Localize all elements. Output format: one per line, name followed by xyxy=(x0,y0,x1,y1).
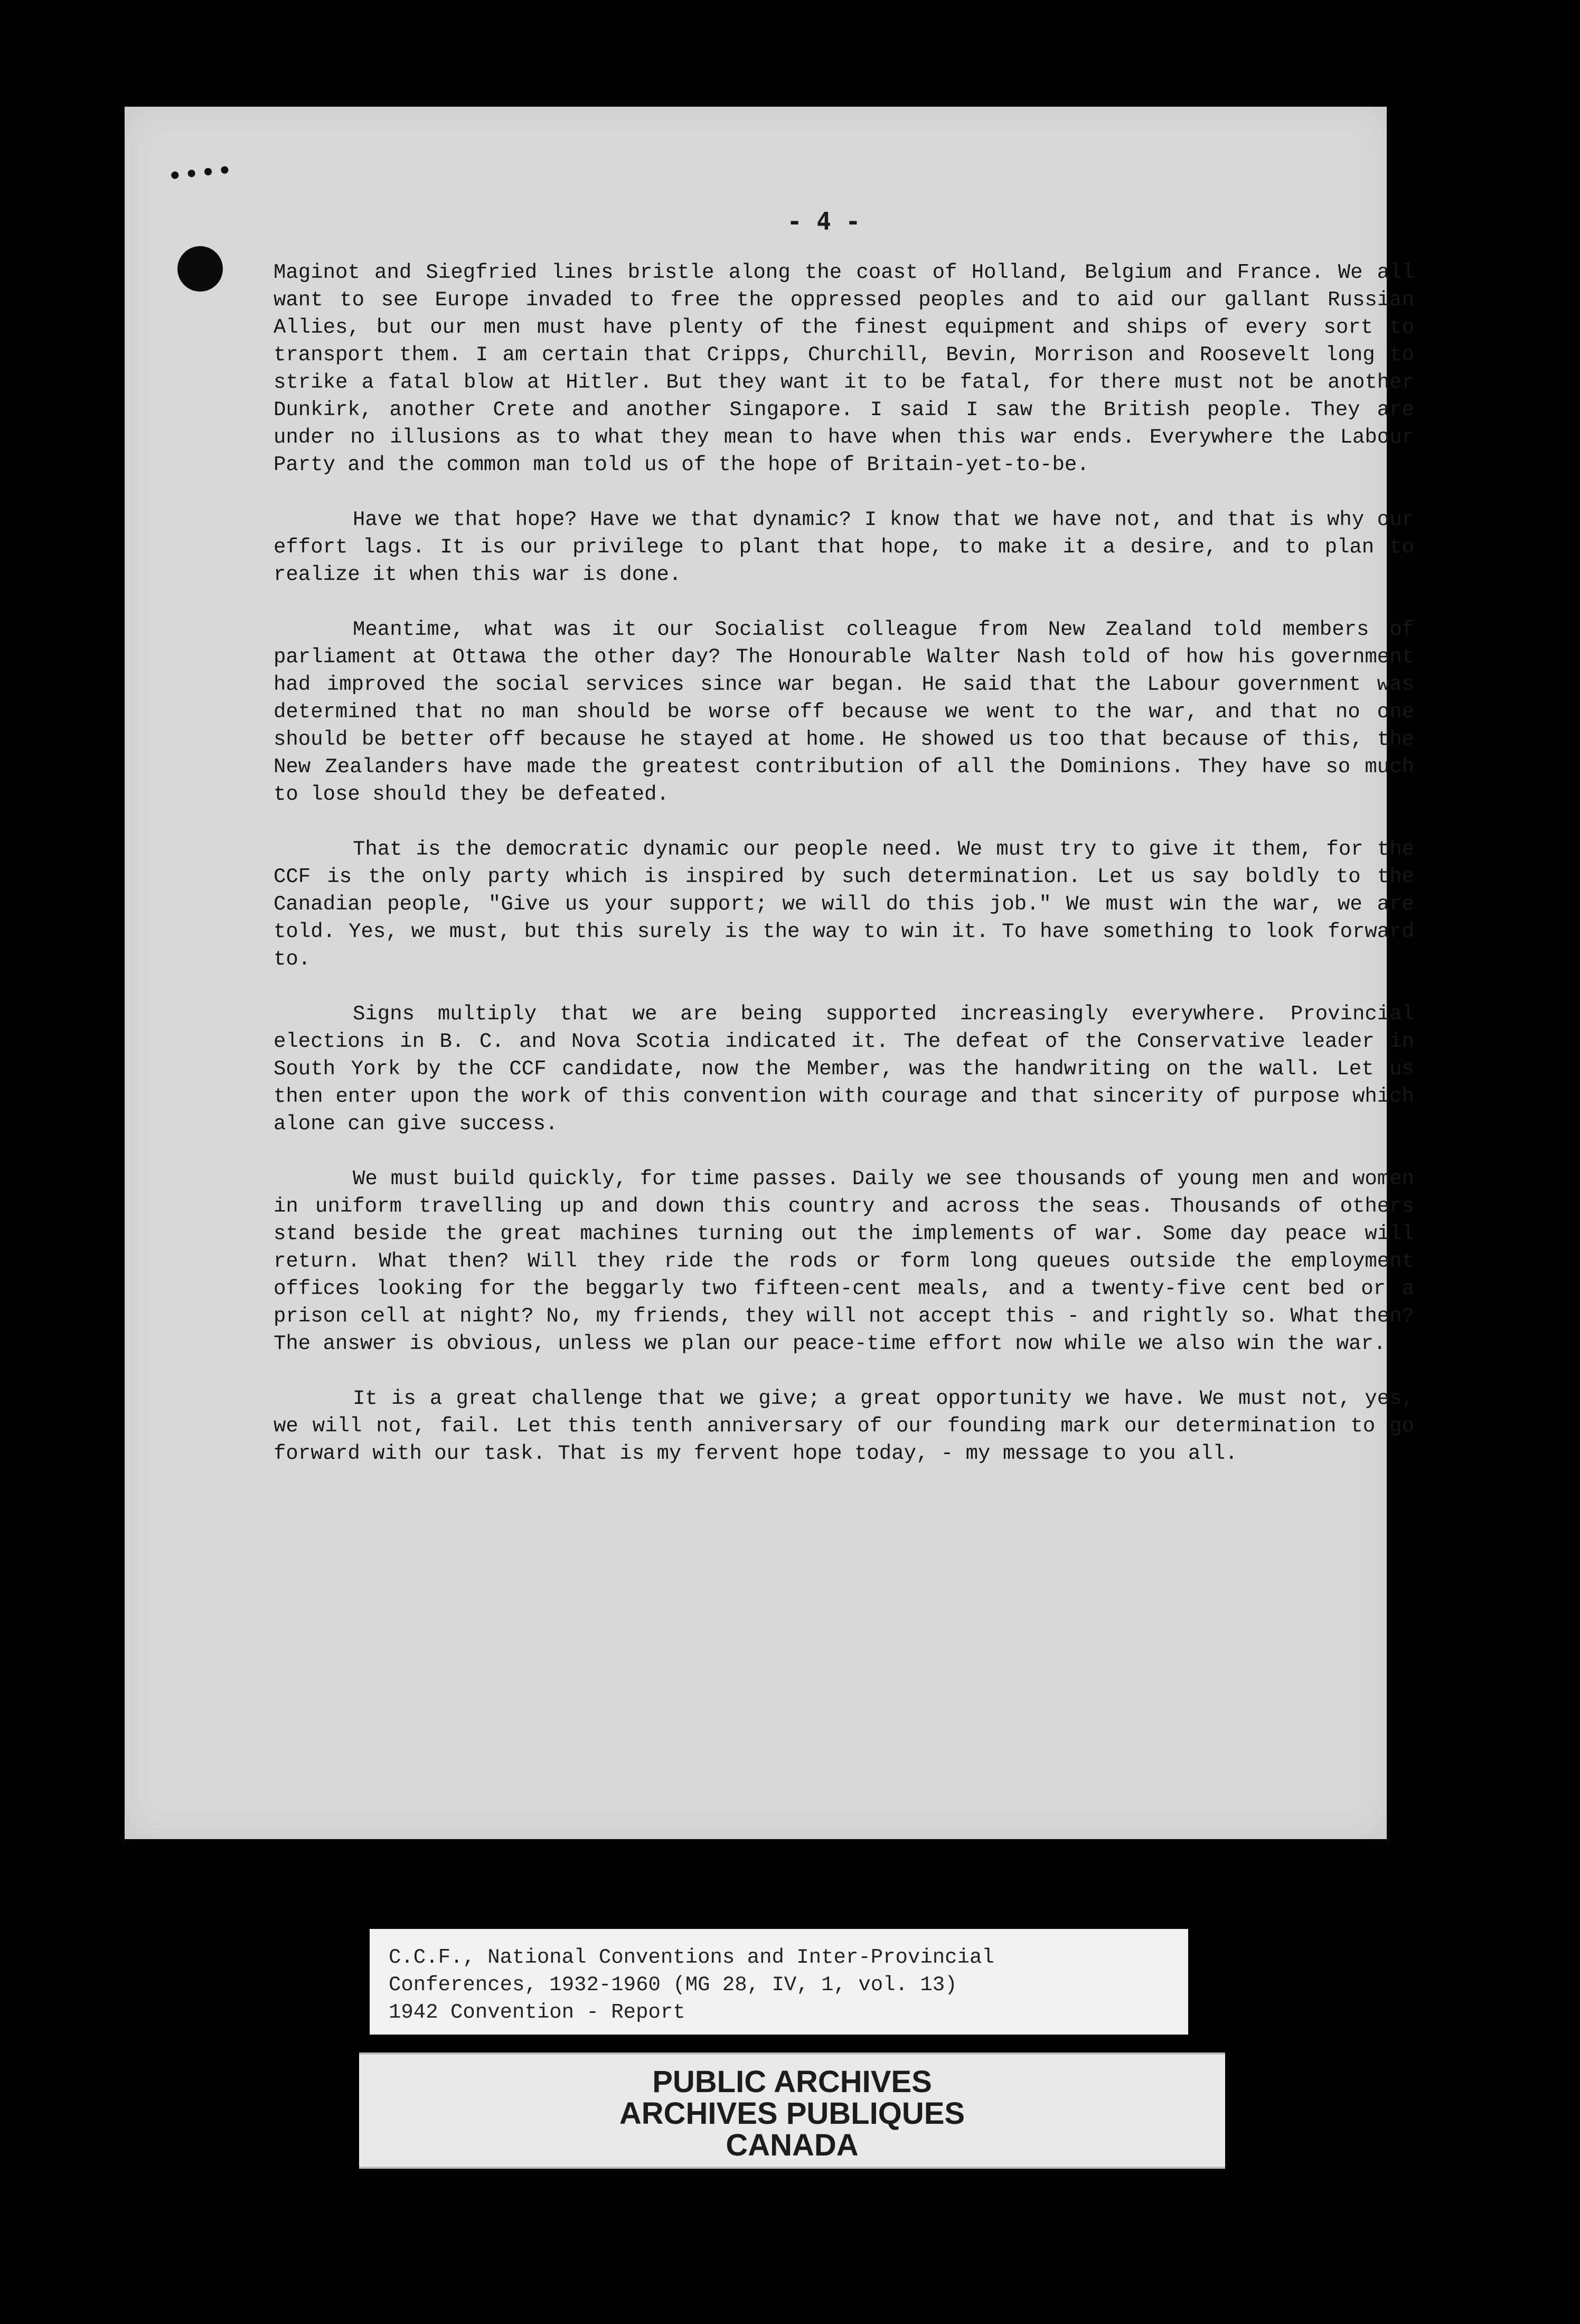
stamp-line-1: PUBLIC ARCHIVES xyxy=(652,2065,932,2099)
reference-line-3: 1942 Convention - Report xyxy=(389,2001,685,2024)
archives-stamp xyxy=(359,2053,1225,2169)
paragraph-2: Have we that hope? Have we that dynamic? I know that we have not, and that is why our effort lags. It is our privilege to plant that hope, to make it a desire, and to plan to realize it when this war is done. xyxy=(274,508,1414,586)
paragraph-1: Maginot and Siegfried lines bristle along the coast of Holland, Belgium and France. We all want to see Europe invaded to free the oppressed peoples and to aid our gallant Russian Allies, but our men must have plenty of the finest equipment and ships of every sort to transport them. I am certain that Cripps, Churchill, Bevin, Morrison and Roosevelt long to strike a fatal blow at Hitler. But they want it to be fatal, for there must not be another Dunkirk, another Crete and another Singapore. I said I saw the British people. They are under no illusions as to what they mean to have when this war ends. Everywhere the Labour Party and the common man told us of the hope of Britain-yet-to-be. xyxy=(274,261,1414,476)
document-body xyxy=(274,259,1414,1495)
paragraph-6: We must build quickly, for time passes. Daily we see thousands of young men and women in uniform travelling up and down this country and across the seas. Thousands of others stand beside the great machines turning out the implements of war. Some day peace will return. What then? Will they ride the rods or form long queues outside the employment offices looking for the beggarly two fifteen-cent meals, and a twenty-five cent bed or a prison cell at night? No, my friends, they will not accept this - and rightly so. What then? The answer is obvious, unless we plan our peace-time effort now while we also win the war. xyxy=(274,1167,1414,1355)
stamp-line-2: ARCHIVES PUBLIQUES xyxy=(619,2096,965,2131)
stamp-line-3: CANADA xyxy=(726,2128,859,2162)
paragraph-5: Signs multiply that we are being supported increasingly everywhere. Provincial elections in B. C. and Nova Scotia indicated it. The defeat of the Conservative leader in South York by the CCF candidate, now the Member, was the handwriting on the wall. Let us then enter upon the work of this convention with courage and that sincerity of purpose which alone can give success. xyxy=(274,1002,1414,1136)
handwritten-marks: •••• xyxy=(167,157,236,189)
paragraph-4: That is the democratic dynamic our people need. We must try to give it them, for the CCF is the only party which is inspired by such determination. Let us say boldly to the Canadian people, "Give us your support; we will do this job." We must win the war, we are told. Yes, we must, but this surely is the way to win it. To have something to look forward to. xyxy=(274,838,1414,971)
archive-reference-label xyxy=(370,1929,1188,2035)
paragraph-3: Meantime, what was it our Socialist colleague from New Zealand told members of parliament at Ottawa the other day? The Honourable Walter Nash told of how his government had improved the social services since war began. He said that the Labour government was determined that no man should be worse off because we went to the war, and that no one should be better off because he stayed at home. He showed us too that because of this, the New Zealanders have made the greatest contribution of all the Dominions. They have so much to lose should they be defeated. xyxy=(274,618,1414,806)
punch-hole xyxy=(177,246,223,292)
reference-line-1: C.C.F., National Conventions and Inter-Provincial xyxy=(389,1946,994,1969)
paragraph-7: It is a great challenge that we give; a great opportunity we have. We must not, yes, we will not, fail. Let this tenth anniversary of our founding mark our determination to go forward with our task. That is my fervent hope today, - my message to you all. xyxy=(274,1387,1414,1465)
page-number: - 4 - xyxy=(787,207,861,236)
reference-line-2: Conferences, 1932-1960 (MG 28, IV, 1, vol. 13) xyxy=(389,1973,957,1997)
